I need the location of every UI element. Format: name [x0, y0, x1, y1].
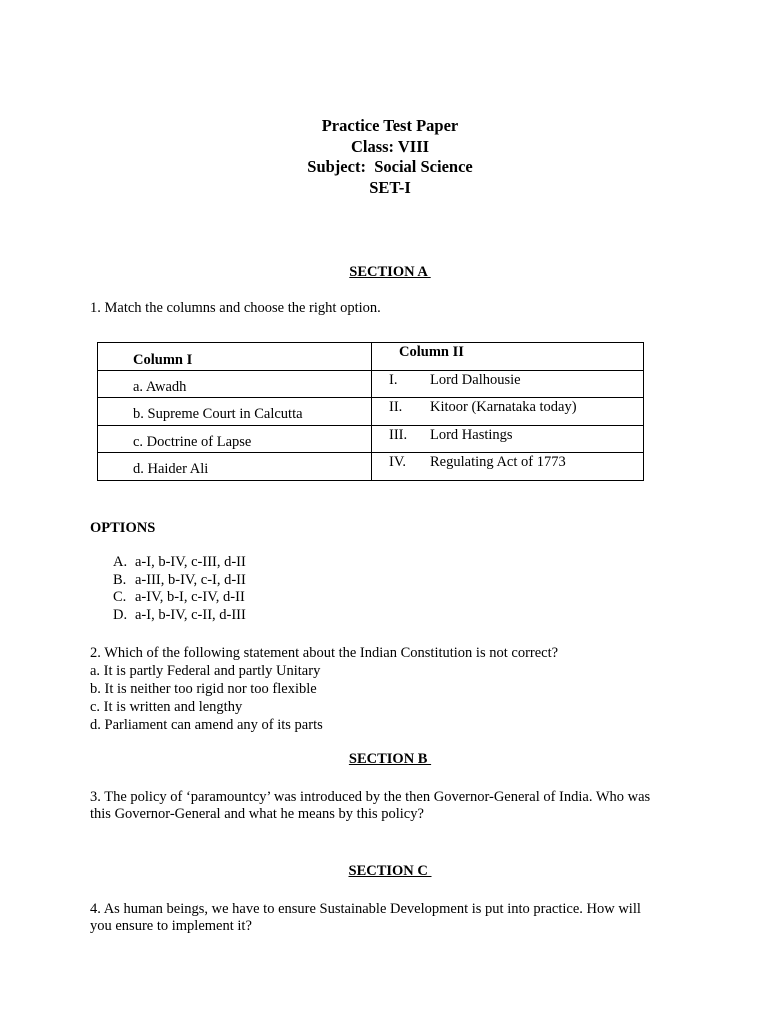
paper-header [0, 116, 768, 198]
table-cell [98, 343, 372, 371]
column-1-item: c. Doctrine of Lapse [133, 433, 252, 450]
section-a-title: SECTION A [349, 264, 431, 280]
table-header-row [98, 343, 644, 371]
table-cell [98, 425, 372, 453]
column-2-item: Lord Hastings [430, 426, 513, 443]
option-text: a-III, b-IV, c-I, d-II [135, 571, 246, 588]
roman-numeral: II. [389, 399, 403, 415]
options-list [113, 554, 246, 624]
table-cell [372, 398, 644, 426]
list-item [113, 572, 246, 590]
table-row [98, 398, 644, 426]
match-table [97, 342, 644, 481]
column-2-item: Kitoor (Karnataka today) [430, 399, 577, 415]
question-3-line-1: 3. The policy of ‘paramountcy’ was introduced by the then Governor-General of India. Who was [90, 789, 651, 805]
table-row [98, 370, 644, 398]
table-row [98, 425, 644, 453]
table-row [98, 453, 644, 481]
table-cell [372, 425, 644, 453]
list-item [113, 607, 246, 625]
table-cell [98, 453, 372, 481]
question-4-line-2: you ensure to implement it? [90, 918, 252, 934]
table-cell [98, 398, 372, 426]
roman-numeral: III. [389, 426, 408, 443]
section-c-title: SECTION C [348, 863, 432, 879]
column-2-header: Column II [399, 344, 464, 360]
section-b-title: SECTION B [348, 751, 432, 767]
column-1-item: d. Haider Ali [133, 461, 209, 477]
column-1-item: b. Supreme Court in Calcutta [133, 406, 303, 422]
question-2-option: a. It is partly Federal and partly Unitary [90, 663, 321, 679]
option-text: a-I, b-IV, c-II, d-III [135, 606, 246, 623]
list-item [113, 554, 246, 572]
question-2: 2. Which of the following statement about the Indian Constitution is not correct? [90, 645, 559, 661]
question-2-option: b. It is neither too rigid nor too flexible [90, 681, 317, 697]
option-text: a-I, b-IV, c-III, d-II [135, 554, 246, 570]
list-item [113, 589, 246, 607]
roman-numeral: I. [389, 371, 398, 388]
question-2-option: d. Parliament can amend any of its parts [90, 717, 323, 733]
column-2-item: Regulating Act of 1773 [430, 454, 566, 470]
table-cell [372, 343, 644, 371]
option-text: a-IV, b-I, c-IV, d-II [135, 589, 245, 606]
option-letter: C. [113, 589, 127, 606]
set-label: SET-I [369, 177, 411, 197]
options-title: OPTIONS [90, 520, 156, 536]
column-1-item: a. Awadh [133, 378, 187, 395]
question-1: 1. Match the columns and choose the right option. [90, 300, 381, 316]
subject-label: Subject: Social Science [307, 157, 473, 176]
roman-numeral: IV. [389, 454, 407, 470]
option-letter: A. [113, 554, 128, 570]
table-cell [372, 370, 644, 398]
question-4-line-1: 4. As human beings, we have to ensure Sustainable Development is put into practice. How will [90, 901, 641, 917]
option-letter: B. [113, 571, 127, 588]
column-1-header: Column I [133, 352, 193, 368]
question-2-option: c. It is written and lengthy [90, 699, 243, 715]
option-letter: D. [113, 606, 128, 623]
column-2-item: Lord Dalhousie [430, 371, 521, 388]
class-label: Class: VIII [350, 136, 430, 156]
question-3-line-2: this Governor-General and what he means by this policy? [90, 806, 424, 822]
paper-title: Practice Test Paper [321, 116, 459, 135]
table-cell [372, 453, 644, 481]
table-cell [98, 370, 372, 398]
